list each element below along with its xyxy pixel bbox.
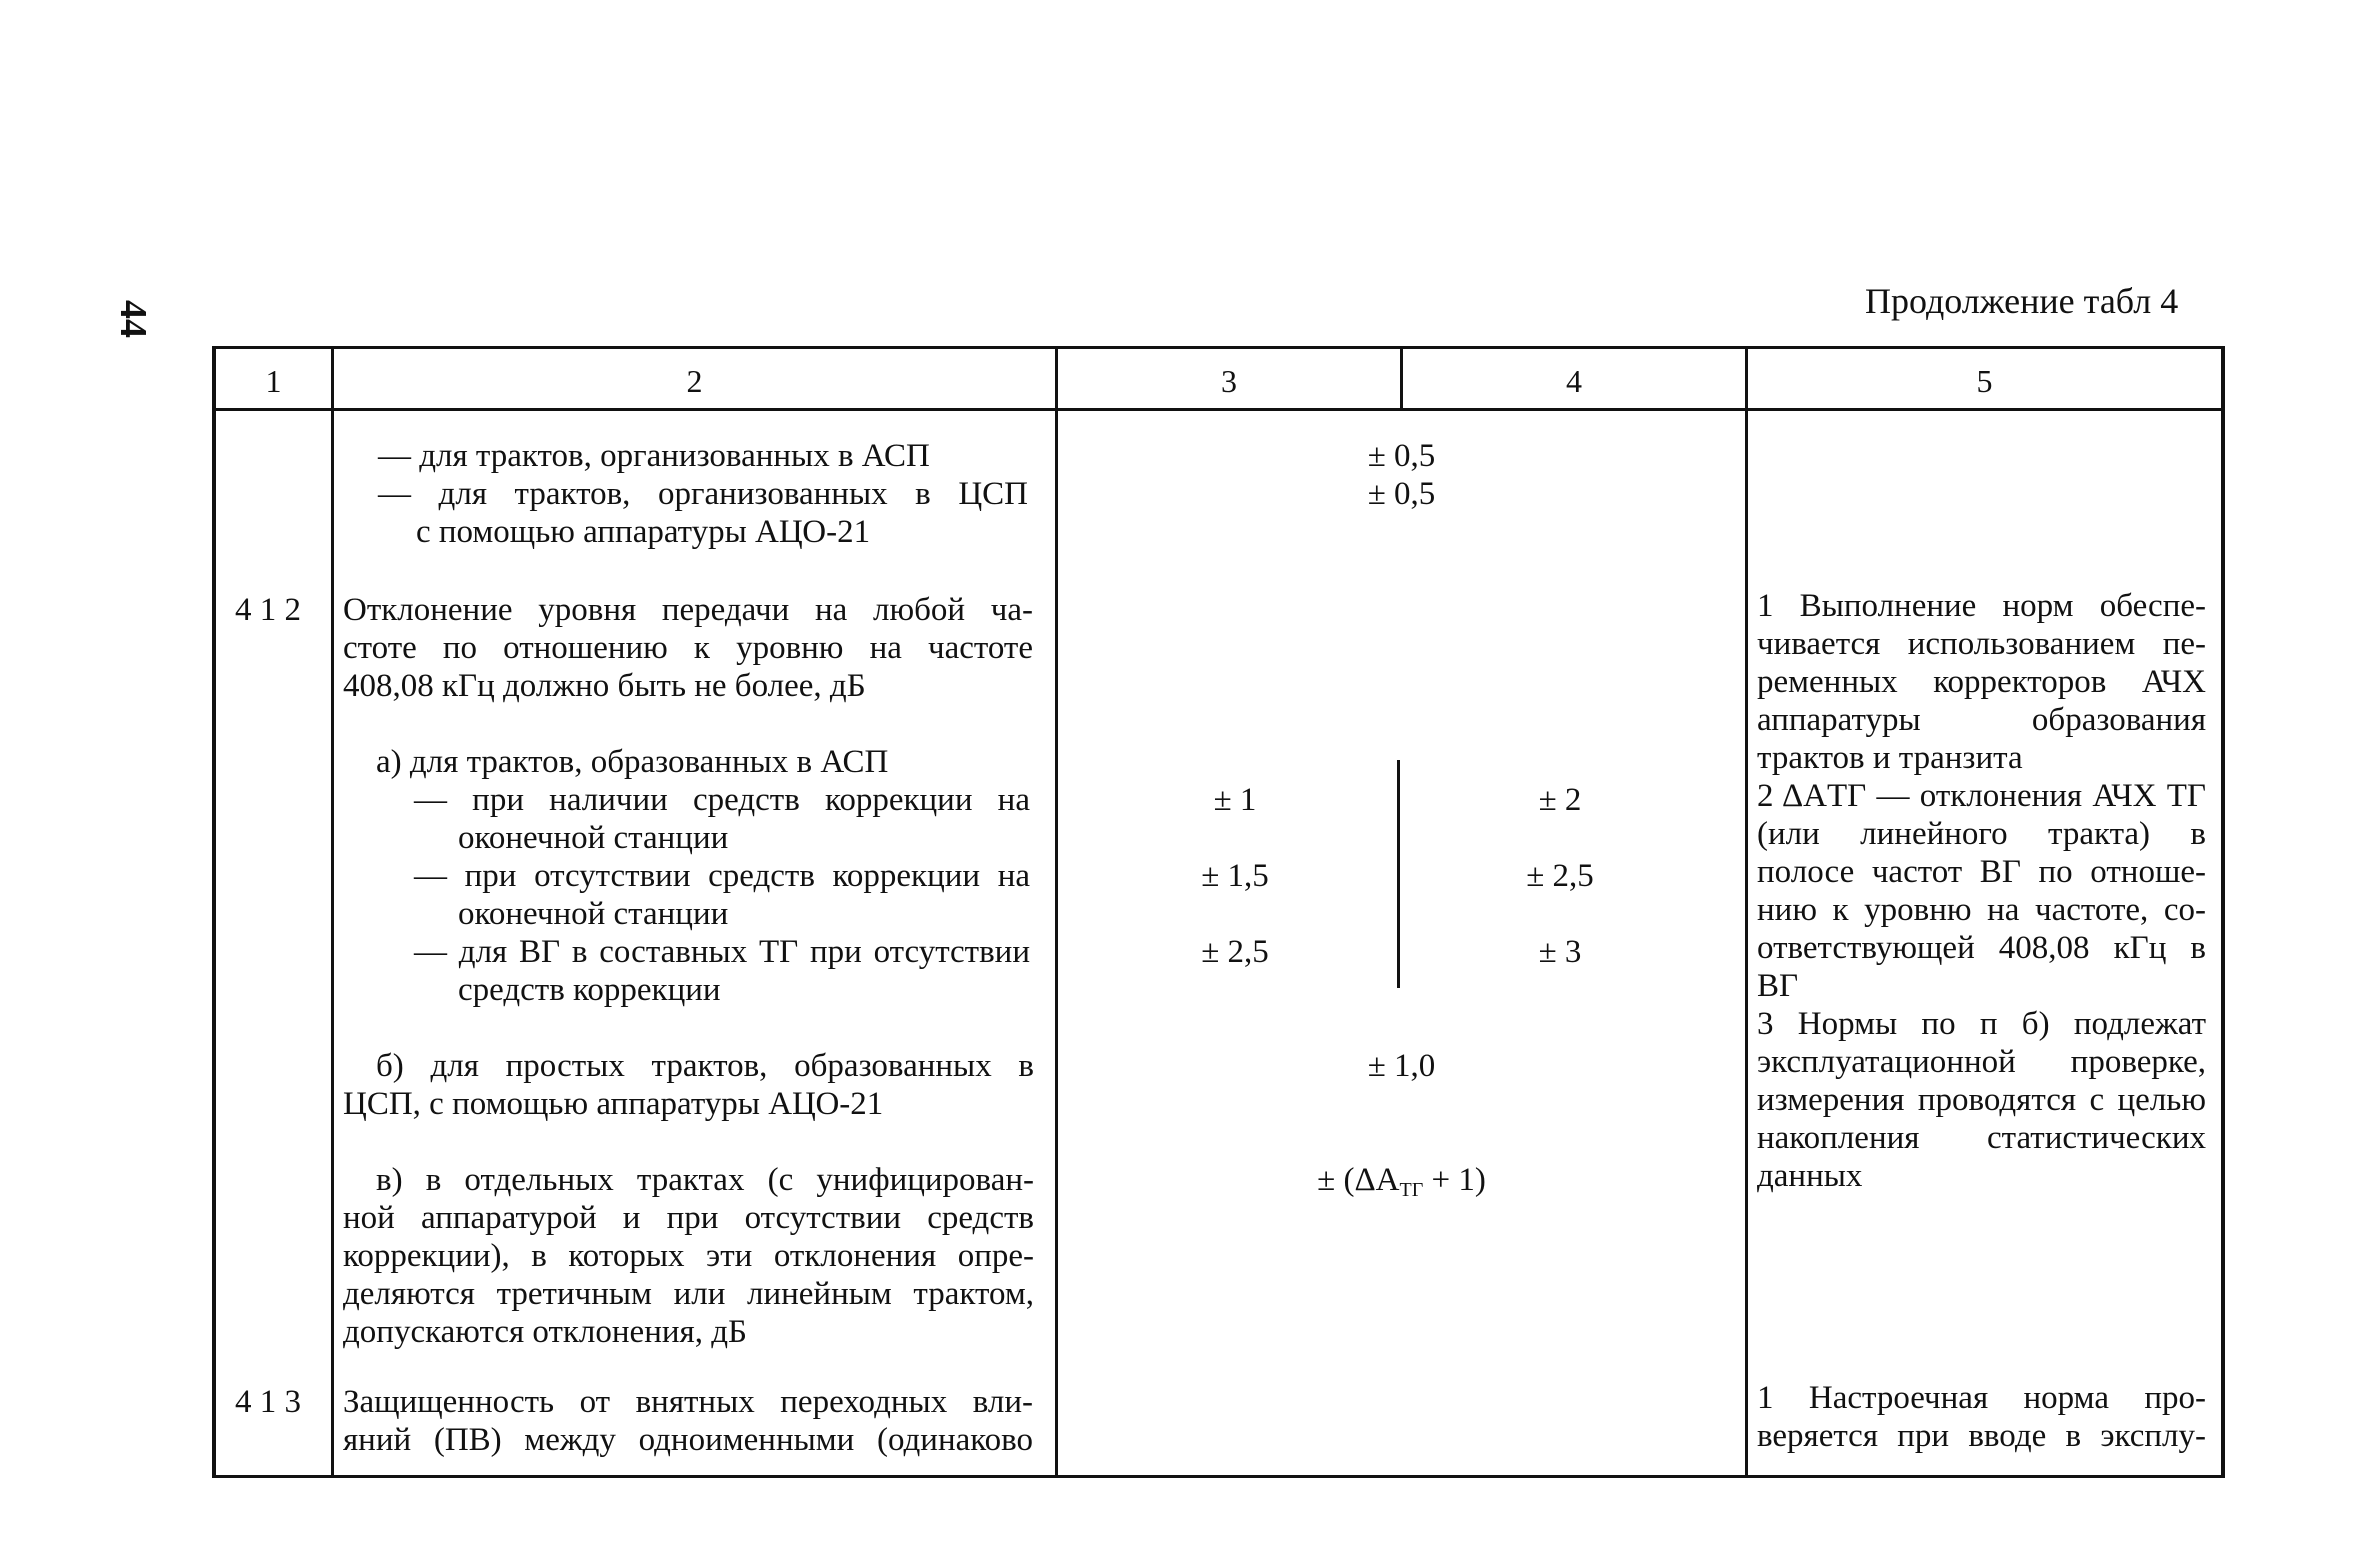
row412-note-line-7: (или линейного тракта) в — [1757, 816, 2206, 852]
row413-note-line-1: 1 Настроечная норма про- — [1757, 1380, 2206, 1416]
grid-bottom — [212, 1475, 2224, 1478]
row412-note-line-12: 3 Нормы по п б) подлежат — [1757, 1006, 2206, 1042]
table-caption: Продолжение табл 4 — [1865, 281, 2179, 321]
row412-note-line-15: накопления статистических — [1757, 1120, 2206, 1156]
row412-b-line-2: ЦСП, с помощью аппаратуры АЦО-21 — [343, 1086, 884, 1122]
header-col-2: 2 — [686, 363, 703, 399]
header-col-1: 1 — [265, 363, 282, 399]
row412-intro-3: 408,08 кГц должно быть не более, дБ — [343, 668, 866, 704]
grid-col-right — [2221, 346, 2225, 1478]
grid-col-1-2 — [331, 346, 334, 1478]
page-number: 44 — [112, 300, 154, 338]
row412-c-value — [1058, 1161, 1745, 1209]
row412-a-title: а) для трактов, образованных в АСП — [376, 744, 889, 780]
row412-note-line-8: полосе частот ВГ по отноше- — [1757, 854, 2206, 890]
grid-top — [212, 346, 2224, 349]
row412-a-item-1-col4: ± 2 — [1538, 782, 1582, 818]
c-value-pre: ± (ΔA — [1317, 1162, 1400, 1198]
row412-c-line-2: ной аппаратурой и при отсутствии средств — [343, 1200, 1034, 1236]
row412-a-item-2-line2: оконечной станции — [458, 896, 729, 932]
row412-a-item-3-col4: ± 3 — [1538, 934, 1582, 970]
row411-line-2: — для трактов, организованных в ЦСП — [378, 476, 1028, 512]
row412-note-line-3: ременных корректоров АЧХ — [1757, 664, 2206, 700]
grid-col-2-3 — [1055, 346, 1058, 1478]
row412-c-line-1: в) в отдельных трактах (с унифицирован- — [376, 1162, 1034, 1198]
row412-a-item-2-col4: ± 2,5 — [1526, 858, 1594, 894]
row412-a-item-1-col3: ± 1 — [1213, 782, 1257, 818]
row412-intro-2: стоте по отношению к уровню на частоте — [343, 630, 1033, 666]
row412-a-item-3-line2: средств коррекции — [458, 972, 721, 1008]
row412-note-line-9: нию к уровню на частоте, со- — [1757, 892, 2206, 928]
c-value-sub: ТГ — [1399, 1179, 1424, 1201]
row412-note-line-5: трактов и транзита — [1757, 740, 2023, 776]
row412-note-line-11: ВГ — [1757, 968, 1799, 1004]
row413-number: 4 1 3 — [235, 1384, 301, 1420]
row412-note-line-1: 1 Выполнение норм обеспе- — [1757, 588, 2206, 624]
row412-note-line-16: данных — [1757, 1158, 1863, 1194]
row412-number: 4 1 2 — [235, 592, 301, 628]
row412-c-line-3: коррекции), в которых эти отклонения опре- — [343, 1238, 1034, 1274]
row412-a-item-2-col3: ± 1,5 — [1201, 858, 1269, 894]
row412-note-line-14: измерения проводятся с целью — [1757, 1082, 2206, 1118]
row412-a-item-1-line2: оконечной станции — [458, 820, 729, 856]
header-col-5: 5 — [1976, 363, 1993, 399]
row412-note-line-6: 2 ΔAТГ — отклонения АЧХ ТГ — [1757, 778, 2206, 814]
row412-note-line-10: ответствующей 408,08 кГц в — [1757, 930, 2206, 966]
row412-b-line-1: б) для простых трактов, образованных в — [376, 1048, 1034, 1084]
row412-b-value: ± 1,0 — [1367, 1048, 1436, 1084]
grid-col-4-5 — [1745, 346, 1748, 1478]
row411-value-1: ± 0,5 — [1367, 438, 1436, 474]
row412-a-item-2-line1: — при отсутствии средств коррекции на — [414, 858, 1030, 894]
row412-note-line-4: аппаратуры образования — [1757, 702, 2206, 738]
row412-a-item-3-col3: ± 2,5 — [1201, 934, 1269, 970]
row412-c-line-5: допускаются отклонения, дБ — [343, 1314, 747, 1350]
header-col-4: 4 — [1566, 363, 1582, 399]
row412-c-line-4: деляются третичным или линейным трактом, — [343, 1276, 1034, 1312]
grid-col-left — [212, 346, 216, 1478]
row411-value-2: ± 0,5 — [1367, 476, 1436, 512]
row412-a-item-3-line1: — для ВГ в составных ТГ при отсутствии — [414, 934, 1030, 970]
grid-header-bottom — [212, 408, 2224, 411]
row412-intro-1: Отклонение уровня передачи на любой ча- — [343, 592, 1033, 628]
header-col-3: 3 — [1221, 363, 1237, 399]
c-value-post: + 1) — [1423, 1162, 1486, 1198]
row413-line-1: Защищенность от внятных переходных вли- — [343, 1384, 1033, 1420]
row413-note-line-2: веряется при вводе в эксплу- — [1757, 1418, 2206, 1454]
col-3-4-separator — [1397, 760, 1400, 988]
row413-line-2: яний (ПВ) между одноименными (одинаково — [343, 1422, 1033, 1458]
row412-a-item-1-line1: — при наличии средств коррекции на — [414, 782, 1030, 818]
row412-note-line-2: чивается использованием пе- — [1757, 626, 2206, 662]
row411-line-1: — для трактов, организованных в АСП — [378, 438, 930, 474]
row412-note-line-13: эксплуатационной проверке, — [1757, 1044, 2206, 1080]
row411-line-3: с помощью аппаратуры АЦО-21 — [416, 514, 871, 550]
